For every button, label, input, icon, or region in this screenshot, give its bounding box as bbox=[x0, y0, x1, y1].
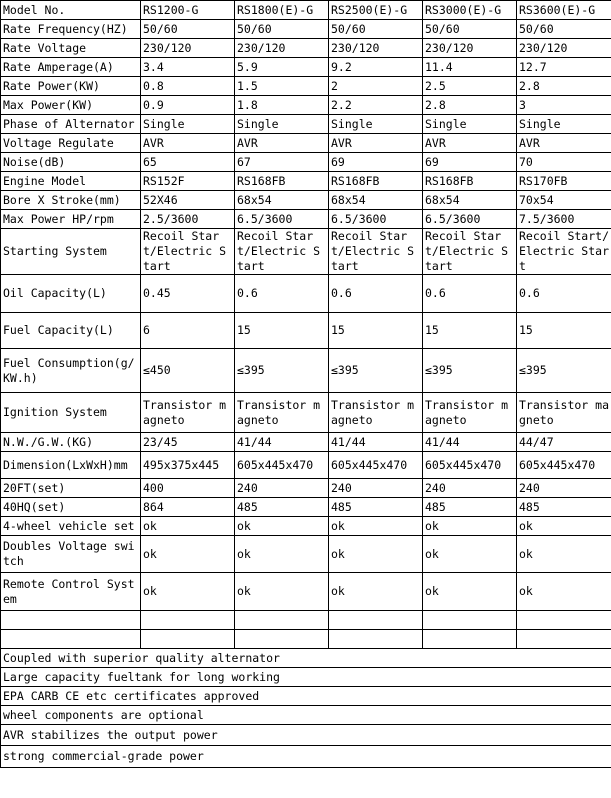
spec-value: 230/120 bbox=[235, 39, 329, 58]
spec-value: RS152F bbox=[141, 172, 235, 191]
spec-row bbox=[1, 536, 611, 573]
spec-value: 0.45 bbox=[141, 275, 235, 313]
spec-value: ok bbox=[329, 573, 423, 611]
spec-value: 69 bbox=[329, 153, 423, 172]
spec-value: RS168FB bbox=[235, 172, 329, 191]
spec-label: Doubles Voltage switch bbox=[1, 536, 141, 573]
spec-value: RS1200-G bbox=[141, 1, 235, 20]
spec-value: 485 bbox=[329, 498, 423, 517]
spec-value: 70 bbox=[517, 153, 611, 172]
spec-label: Max Power HP/rpm bbox=[1, 210, 141, 229]
spec-value: 11.4 bbox=[423, 58, 517, 77]
spec-row bbox=[1, 498, 611, 517]
spec-value: 605x445x470 bbox=[235, 452, 329, 479]
spec-row bbox=[1, 96, 611, 115]
spec-label: 20FT(set) bbox=[1, 479, 141, 498]
spec-value: ok bbox=[517, 536, 611, 573]
spec-row bbox=[1, 630, 611, 649]
spec-label: Ignition System bbox=[1, 393, 141, 433]
feature-row bbox=[1, 746, 611, 768]
spec-value: 1.5 bbox=[235, 77, 329, 96]
spec-value: 41/44 bbox=[423, 433, 517, 452]
spec-value: 50/60 bbox=[423, 20, 517, 39]
spec-value: 50/60 bbox=[141, 20, 235, 39]
spec-value: 68x54 bbox=[235, 191, 329, 210]
spec-label: Noise(dB) bbox=[1, 153, 141, 172]
spec-value: 2.5 bbox=[423, 77, 517, 96]
spec-value: Transistor magneto bbox=[329, 393, 423, 433]
spec-label: Fuel Consumption(g/KW.h) bbox=[1, 349, 141, 393]
spec-value: Single bbox=[235, 115, 329, 134]
spec-value: ok bbox=[141, 536, 235, 573]
spec-value: 400 bbox=[141, 479, 235, 498]
spec-value: Recoil Start/Electric Start bbox=[329, 229, 423, 275]
spec-row bbox=[1, 433, 611, 452]
spec-value: ok bbox=[141, 573, 235, 611]
spec-value: 495x375x445 bbox=[141, 452, 235, 479]
spec-value: Transistor magneto bbox=[423, 393, 517, 433]
spec-value: Transistor magneto bbox=[141, 393, 235, 433]
spec-value bbox=[423, 611, 517, 630]
spec-value: 2.5/3600 bbox=[141, 210, 235, 229]
spec-value: Recoil Start/Electric Start bbox=[517, 229, 611, 275]
spec-value: ok bbox=[517, 517, 611, 536]
spec-row bbox=[1, 611, 611, 630]
spec-value: 41/44 bbox=[329, 433, 423, 452]
spec-row bbox=[1, 153, 611, 172]
spec-row bbox=[1, 573, 611, 611]
spec-label: Model No. bbox=[1, 1, 141, 20]
spec-value: 0.6 bbox=[329, 275, 423, 313]
spec-value: RS168FB bbox=[423, 172, 517, 191]
spec-value bbox=[141, 611, 235, 630]
spec-value: 230/120 bbox=[517, 39, 611, 58]
spec-row bbox=[1, 313, 611, 349]
spec-value: AVR bbox=[423, 134, 517, 153]
spec-value bbox=[517, 630, 611, 649]
spec-value: 605x445x470 bbox=[329, 452, 423, 479]
spec-value: 6.5/3600 bbox=[235, 210, 329, 229]
spec-value: 6 bbox=[141, 313, 235, 349]
spec-label: Bore X Stroke(mm) bbox=[1, 191, 141, 210]
spec-row bbox=[1, 134, 611, 153]
spec-value: Single bbox=[423, 115, 517, 134]
spec-value: ok bbox=[329, 517, 423, 536]
spec-value: 605x445x470 bbox=[517, 452, 611, 479]
spec-value: Transistor magneto bbox=[235, 393, 329, 433]
spec-row bbox=[1, 20, 611, 39]
spec-value: ok bbox=[423, 536, 517, 573]
feature-row bbox=[1, 725, 611, 746]
spec-value: 15 bbox=[329, 313, 423, 349]
spec-value: 2.8 bbox=[423, 96, 517, 115]
spec-row bbox=[1, 452, 611, 479]
spec-value: AVR bbox=[235, 134, 329, 153]
spec-value: 68x54 bbox=[329, 191, 423, 210]
spec-value: 23/45 bbox=[141, 433, 235, 452]
spec-value: 15 bbox=[423, 313, 517, 349]
spec-value: 68x54 bbox=[423, 191, 517, 210]
spec-row bbox=[1, 172, 611, 191]
spec-value bbox=[235, 611, 329, 630]
spec-value: ok bbox=[235, 536, 329, 573]
spec-value: Recoil Start/Electric Start bbox=[423, 229, 517, 275]
spec-value: 12.7 bbox=[517, 58, 611, 77]
spec-value bbox=[423, 630, 517, 649]
spec-label: Max Power(KW) bbox=[1, 96, 141, 115]
spec-value bbox=[329, 630, 423, 649]
spec-value: 65 bbox=[141, 153, 235, 172]
spec-label bbox=[1, 630, 141, 649]
spec-value: 44/47 bbox=[517, 433, 611, 452]
spec-value: 240 bbox=[423, 479, 517, 498]
spec-label: Rate Voltage bbox=[1, 39, 141, 58]
spec-table-body bbox=[1, 1, 611, 768]
spec-value bbox=[329, 611, 423, 630]
spec-value: 7.5/3600 bbox=[517, 210, 611, 229]
spec-value: 0.6 bbox=[423, 275, 517, 313]
feature-text: EPA CARB CE etc certificates approved bbox=[1, 687, 611, 706]
spec-row bbox=[1, 393, 611, 433]
spec-value: 230/120 bbox=[141, 39, 235, 58]
spec-value: Single bbox=[329, 115, 423, 134]
spec-value: ≤395 bbox=[423, 349, 517, 393]
spec-value: AVR bbox=[141, 134, 235, 153]
spec-label: Dimension(LxWxH)mm bbox=[1, 452, 141, 479]
spec-value: RS3600(E)-G bbox=[517, 1, 611, 20]
spec-value: 230/120 bbox=[423, 39, 517, 58]
feature-text: strong commercial-grade power bbox=[1, 746, 611, 768]
spec-row bbox=[1, 115, 611, 134]
feature-text: AVR stabilizes the output power bbox=[1, 725, 611, 746]
spec-value: 6.5/3600 bbox=[423, 210, 517, 229]
spec-value: 240 bbox=[329, 479, 423, 498]
spec-value: 67 bbox=[235, 153, 329, 172]
spec-value: 69 bbox=[423, 153, 517, 172]
spec-row bbox=[1, 58, 611, 77]
spec-label: 40HQ(set) bbox=[1, 498, 141, 517]
spec-value: 240 bbox=[235, 479, 329, 498]
feature-row bbox=[1, 687, 611, 706]
spec-value: Single bbox=[141, 115, 235, 134]
spec-value: 2.8 bbox=[517, 77, 611, 96]
spec-row bbox=[1, 229, 611, 275]
spec-row bbox=[1, 1, 611, 20]
spec-value: 240 bbox=[517, 479, 611, 498]
spec-value: 605x445x470 bbox=[423, 452, 517, 479]
spec-label: Rate Frequency(HZ) bbox=[1, 20, 141, 39]
spec-value: 50/60 bbox=[235, 20, 329, 39]
spec-row bbox=[1, 210, 611, 229]
spec-value: 485 bbox=[423, 498, 517, 517]
spec-label: Oil Capacity(L) bbox=[1, 275, 141, 313]
spec-row bbox=[1, 479, 611, 498]
spec-value: RS2500(E)-G bbox=[329, 1, 423, 20]
spec-value: 485 bbox=[235, 498, 329, 517]
spec-value: ≤395 bbox=[235, 349, 329, 393]
spec-row bbox=[1, 349, 611, 393]
spec-value: 0.6 bbox=[235, 275, 329, 313]
spec-value: ok bbox=[423, 517, 517, 536]
spec-label: Rate Power(KW) bbox=[1, 77, 141, 96]
spec-value: 0.9 bbox=[141, 96, 235, 115]
spec-value: 9.2 bbox=[329, 58, 423, 77]
spec-row bbox=[1, 191, 611, 210]
spec-row bbox=[1, 517, 611, 536]
spec-value: ok bbox=[329, 536, 423, 573]
spec-value: ok bbox=[141, 517, 235, 536]
spec-value: ≤395 bbox=[517, 349, 611, 393]
spec-value: ok bbox=[235, 573, 329, 611]
feature-row bbox=[1, 706, 611, 725]
feature-text: wheel components are optional bbox=[1, 706, 611, 725]
spec-value: 485 bbox=[517, 498, 611, 517]
feature-row bbox=[1, 668, 611, 687]
spec-value bbox=[141, 630, 235, 649]
spec-value: 864 bbox=[141, 498, 235, 517]
spec-value: 15 bbox=[235, 313, 329, 349]
spec-value: 0.6 bbox=[517, 275, 611, 313]
spec-label bbox=[1, 611, 141, 630]
spec-value: 50/60 bbox=[517, 20, 611, 39]
feature-text: Coupled with superior quality alternator bbox=[1, 649, 611, 668]
spec-value: 6.5/3600 bbox=[329, 210, 423, 229]
spec-value: 50/60 bbox=[329, 20, 423, 39]
spec-value: 15 bbox=[517, 313, 611, 349]
spec-value: 3.4 bbox=[141, 58, 235, 77]
spec-value: Transistor magneto bbox=[517, 393, 611, 433]
spec-value: ok bbox=[235, 517, 329, 536]
spec-value: Recoil Start/Electric Start bbox=[141, 229, 235, 275]
spec-label: Starting System bbox=[1, 229, 141, 275]
spec-value bbox=[235, 630, 329, 649]
feature-row bbox=[1, 649, 611, 668]
spec-value: ≤450 bbox=[141, 349, 235, 393]
spec-label: Fuel Capacity(L) bbox=[1, 313, 141, 349]
spec-value: RS170FB bbox=[517, 172, 611, 191]
spec-value: RS1800(E)-G bbox=[235, 1, 329, 20]
spec-row bbox=[1, 39, 611, 58]
spec-label: Phase of Alternator bbox=[1, 115, 141, 134]
spec-value: Recoil Start/Electric Start bbox=[235, 229, 329, 275]
spec-value: ≤395 bbox=[329, 349, 423, 393]
spec-value: 2.2 bbox=[329, 96, 423, 115]
spec-value bbox=[517, 611, 611, 630]
spec-label: Engine Model bbox=[1, 172, 141, 191]
spec-value: 5.9 bbox=[235, 58, 329, 77]
spec-label: 4-wheel vehicle set bbox=[1, 517, 141, 536]
spec-value: ok bbox=[423, 573, 517, 611]
spec-label: N.W./G.W.(KG) bbox=[1, 433, 141, 452]
spec-label: Rate Amperage(A) bbox=[1, 58, 141, 77]
spec-value: 70x54 bbox=[517, 191, 611, 210]
spec-value: AVR bbox=[329, 134, 423, 153]
spec-value: 0.8 bbox=[141, 77, 235, 96]
spec-value: 2 bbox=[329, 77, 423, 96]
spec-value: 3 bbox=[517, 96, 611, 115]
spec-value: 41/44 bbox=[235, 433, 329, 452]
spec-label: Voltage Regulate bbox=[1, 134, 141, 153]
spec-value: ok bbox=[517, 573, 611, 611]
spec-row bbox=[1, 77, 611, 96]
spec-value: 230/120 bbox=[329, 39, 423, 58]
spec-row bbox=[1, 275, 611, 313]
spec-value: AVR bbox=[517, 134, 611, 153]
spec-value: Single bbox=[517, 115, 611, 134]
spec-value: 1.8 bbox=[235, 96, 329, 115]
spec-label: Remote Control System bbox=[1, 573, 141, 611]
spec-value: 52X46 bbox=[141, 191, 235, 210]
feature-text: Large capacity fueltank for long working bbox=[1, 668, 611, 687]
spec-value: RS3000(E)-G bbox=[423, 1, 517, 20]
spec-value: RS168FB bbox=[329, 172, 423, 191]
